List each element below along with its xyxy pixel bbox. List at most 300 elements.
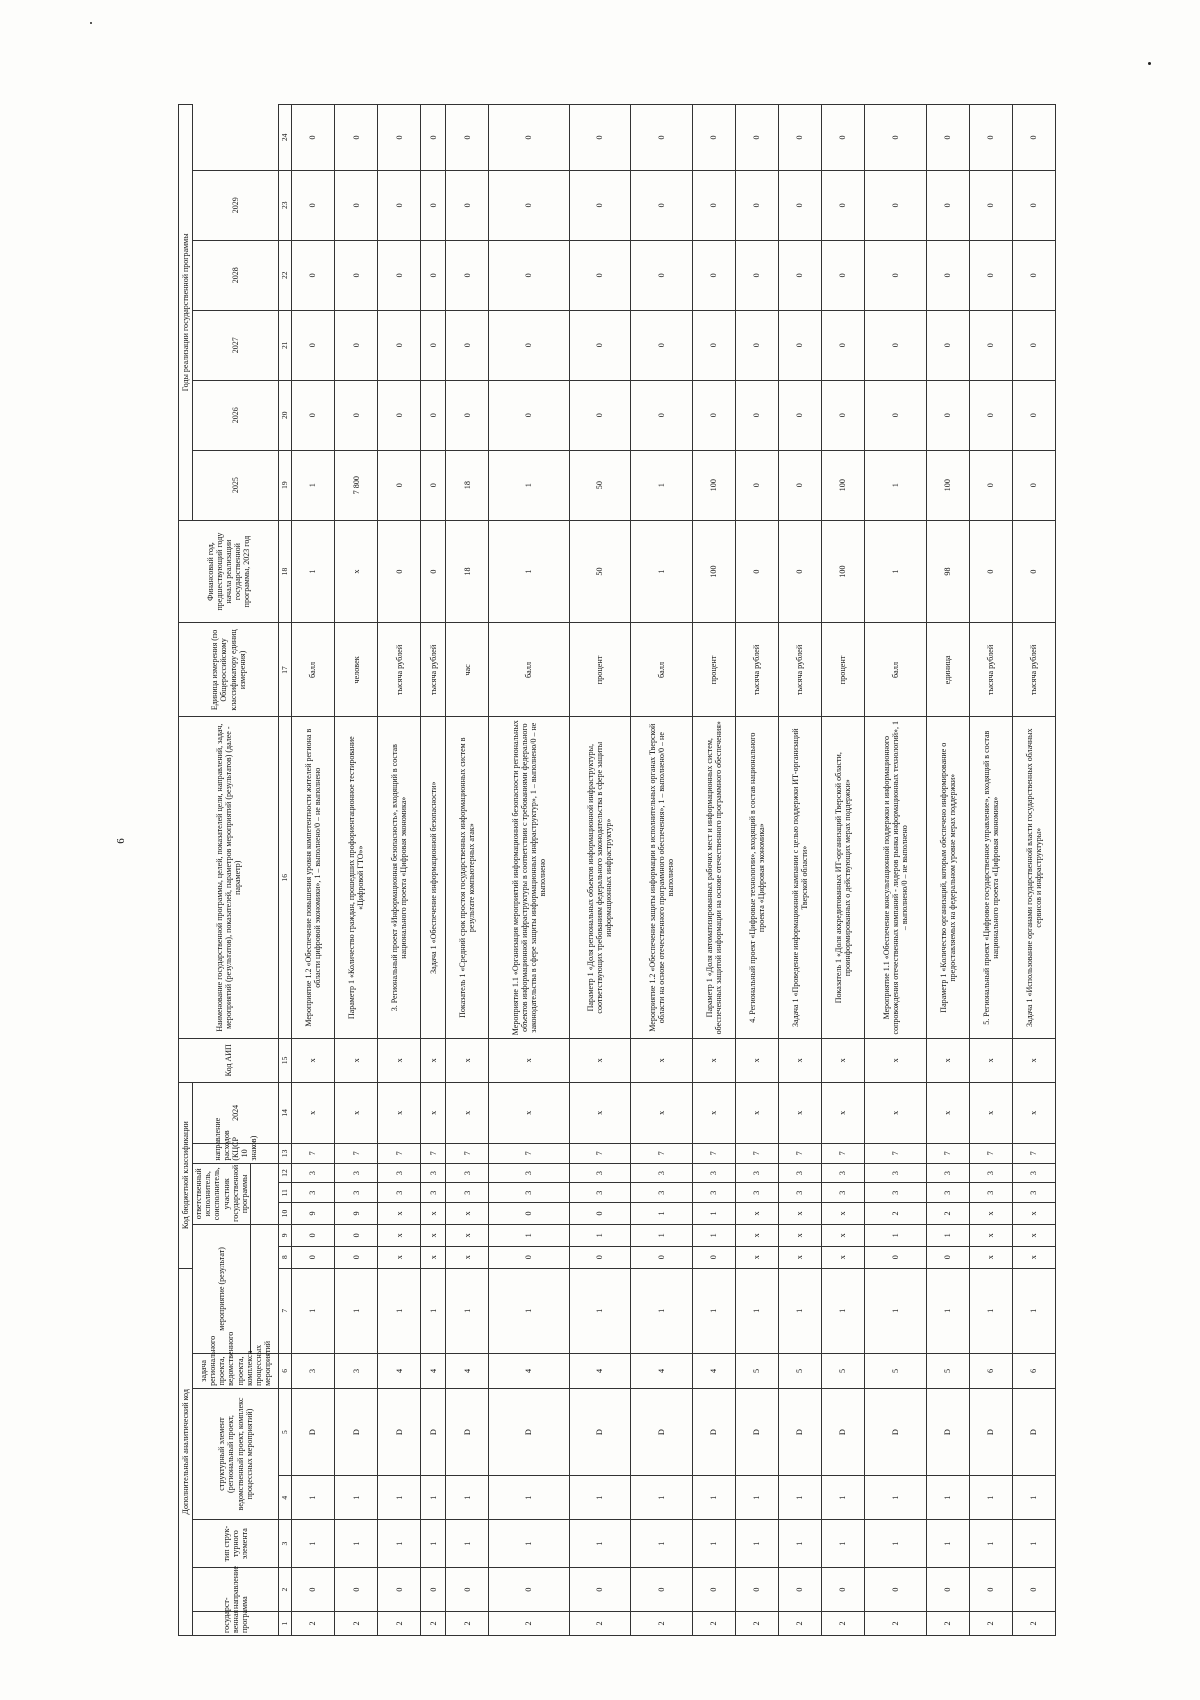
code-cell: 2 (631, 1611, 693, 1635)
code-cell: 1 (822, 1476, 865, 1520)
code-cell: x (421, 1203, 446, 1225)
year-value-cell: 0 (292, 170, 335, 240)
code-cell: x (569, 1038, 631, 1082)
direction-header: направление (193, 1568, 279, 1612)
code-cell: 1 (631, 1520, 693, 1568)
year-value-cell: 0 (335, 380, 378, 450)
aip-code-header: Код АИП (179, 1038, 279, 1082)
item-name-cell: Мероприятие 1.2 «Обеспечение защиты информации в исполнительных органах Тверской области на основе отечественного программного обеспечения», 1 – выполнено/0 – не выполнено (631, 717, 693, 1038)
code-cell: D (569, 1388, 631, 1475)
code-cell: 3 (778, 1183, 821, 1203)
item-name-cell: Мероприятие 1.1 «Организация мероприятий информационной безопасности региональных объектов информационной инфраструктуры в соответствии с требованиями федерального законодательства в сфере защиты информационных инфраструктур», 1 – выполнено/0 – не выполнено (489, 717, 569, 1038)
code-cell: x (735, 1224, 778, 1246)
code-cell: x (969, 1082, 1012, 1143)
code-cell: D (421, 1388, 446, 1475)
code-cell: x (692, 1038, 735, 1082)
code-cell: 0 (446, 1568, 489, 1612)
code-cell: 0 (489, 1203, 569, 1225)
code-cell: 0 (292, 1568, 335, 1612)
year-2025-header: 2025 (193, 450, 279, 520)
code-cell: 4 (378, 1353, 421, 1388)
code-cell: 2 (865, 1203, 927, 1225)
year-value-cell: 0 (822, 240, 865, 310)
code-cell: 1 (335, 1520, 378, 1568)
year-value-cell: 100 (822, 450, 865, 520)
table-row (778, 105, 821, 1636)
year-value-cell: 0 (446, 380, 489, 450)
code-cell: 3 (292, 1183, 335, 1203)
code-cell: 1 (335, 1476, 378, 1520)
code-cell: 1 (692, 1520, 735, 1568)
year-value-cell: 0 (421, 380, 446, 450)
code-cell: x (446, 1038, 489, 1082)
code-cell: 2 (1012, 1611, 1055, 1635)
year-value-cell: 0 (489, 170, 569, 240)
year-value-cell: 0 (865, 240, 927, 310)
base-year-header: Финансовый год, предшествующий году начала реализации государственной программы, 2023 год (179, 520, 279, 623)
year-value-cell: 0 (335, 240, 378, 310)
code-cell: 4 (446, 1353, 489, 1388)
unit-cell: единица (926, 623, 969, 717)
year-value-cell: 0 (569, 240, 631, 310)
code-cell: 3 (1012, 1163, 1055, 1183)
code-cell: 3 (335, 1353, 378, 1388)
code-cell: x (926, 1082, 969, 1143)
code-cell: 2 (335, 1611, 378, 1635)
item-name-cell: Задача 1 «Проведение информационной кампании с целью поддержки ИТ-организаций Тверской области» (778, 717, 821, 1038)
year-value-cell: 0 (631, 310, 693, 380)
year-value-cell: 0 (569, 380, 631, 450)
expense-direction-header: направление расходов (КЦСР 10 знаков) (193, 1144, 279, 1164)
code-cell: D (335, 1388, 378, 1475)
code-cell: 1 (569, 1268, 631, 1353)
base-year-cell: 0 (1012, 520, 1055, 623)
column-number: 12 (279, 1163, 292, 1183)
year-value-cell: 0 (446, 310, 489, 380)
year-value-cell: 0 (1012, 380, 1055, 450)
code-cell: 1 (926, 1268, 969, 1353)
code-cell: x (1012, 1246, 1055, 1268)
code-cell: 1 (1012, 1520, 1055, 1568)
column-number: 17 (279, 623, 292, 717)
year-value-cell: 0 (292, 380, 335, 450)
code-cell: x (378, 1224, 421, 1246)
code-cell: 1 (692, 1224, 735, 1246)
code-cell: x (489, 1082, 569, 1143)
column-number: 13 (279, 1144, 292, 1164)
base-year-cell: x (335, 520, 378, 623)
year-value-cell: 0 (421, 170, 446, 240)
code-cell: 4 (569, 1353, 631, 1388)
item-name-cell: 5. Региональный проект «Цифровое государственное управление», входящий в состав национального проекта «Цифровая экономика» (969, 717, 1012, 1038)
base-year-cell: 1 (631, 520, 693, 623)
code-cell: 1 (489, 1224, 569, 1246)
year-value-cell: 0 (926, 170, 969, 240)
code-cell: 2 (569, 1611, 631, 1635)
code-cell: 0 (692, 1246, 735, 1268)
code-cell: 2 (969, 1611, 1012, 1635)
code-cell: 0 (692, 1568, 735, 1612)
code-cell: 2 (292, 1611, 335, 1635)
code-cell: 7 (489, 1144, 569, 1164)
page-number: 6 (114, 838, 127, 844)
year-value-cell: 0 (1012, 170, 1055, 240)
table-row (631, 105, 693, 1636)
code-cell: 5 (822, 1353, 865, 1388)
year-value-cell: 0 (822, 380, 865, 450)
code-cell: 1 (926, 1224, 969, 1246)
code-cell: 7 (1012, 1144, 1055, 1164)
code-cell: D (865, 1388, 927, 1475)
code-cell: 2 (822, 1611, 865, 1635)
year-value-cell: 0 (378, 240, 421, 310)
code-cell: D (446, 1388, 489, 1475)
year-value-cell: 1 (489, 450, 569, 520)
code-cell: 3 (489, 1163, 569, 1183)
code-cell: 0 (335, 1246, 378, 1268)
code-cell: 0 (569, 1568, 631, 1612)
year-value-cell: 0 (421, 310, 446, 380)
year-value-cell: 0 (692, 170, 735, 240)
year-value-cell: 0 (778, 170, 821, 240)
code-cell: D (822, 1388, 865, 1475)
code-cell: 1 (489, 1476, 569, 1520)
unit-cell: тысяча рублей (735, 623, 778, 717)
year-value-cell: 0 (969, 240, 1012, 310)
column-number: 16 (279, 717, 292, 1038)
code-cell: 0 (335, 1568, 378, 1612)
code-cell: 2 (446, 1611, 489, 1635)
code-cell: 2 (378, 1611, 421, 1635)
year-value-cell: 0 (335, 310, 378, 380)
table-row (692, 105, 735, 1636)
rotated-page (178, 104, 1056, 1636)
code-cell: 1 (292, 1476, 335, 1520)
code-cell: 1 (378, 1520, 421, 1568)
code-cell: D (489, 1388, 569, 1475)
year-value-cell: 0 (631, 380, 693, 450)
code-cell: 2 (926, 1611, 969, 1635)
code-cell: 7 (292, 1144, 335, 1164)
column-number: 10 (279, 1203, 292, 1225)
base-year-cell: 0 (421, 520, 446, 623)
year-value-cell: 0 (692, 380, 735, 450)
year-value-cell: 0 (692, 105, 735, 171)
unit-cell: балл (292, 623, 335, 717)
code-cell: D (292, 1388, 335, 1475)
code-cell: 1 (335, 1268, 378, 1353)
column-number: 4 (279, 1476, 292, 1520)
code-cell: 7 (421, 1144, 446, 1164)
code-cell: 1 (1012, 1476, 1055, 1520)
year-value-cell: 0 (1012, 310, 1055, 380)
table-row (446, 105, 489, 1636)
code-cell: x (421, 1038, 446, 1082)
column-number: 9 (279, 1224, 292, 1246)
year-value-cell: 0 (692, 240, 735, 310)
unit-cell: тысяча рублей (969, 623, 1012, 717)
table-row (822, 105, 865, 1636)
unit-header: Единица измерения (по Общероссийскому классификатору единиц измерения) (179, 623, 279, 717)
year-value-cell: 0 (778, 310, 821, 380)
code-cell: 0 (1012, 1568, 1055, 1612)
year-value-cell: 0 (446, 170, 489, 240)
code-cell: 3 (631, 1163, 693, 1183)
scan-speck (90, 22, 92, 24)
column-number: 15 (279, 1038, 292, 1082)
base-year-cell: 1 (865, 520, 927, 623)
code-cell: 7 (969, 1144, 1012, 1164)
code-cell: 2 (778, 1611, 821, 1635)
code-cell: 1 (735, 1268, 778, 1353)
code-cell: x (335, 1038, 378, 1082)
code-cell: 7 (865, 1144, 927, 1164)
program-header: государст-венная программа (193, 1611, 279, 1635)
code-cell: x (822, 1038, 865, 1082)
code-cell: 7 (926, 1144, 969, 1164)
code-cell: 1 (865, 1224, 927, 1246)
code-cell: x (969, 1038, 1012, 1082)
code-cell: 3 (865, 1163, 927, 1183)
code-cell: 3 (631, 1183, 693, 1203)
item-name-cell: Мероприятие 1.1 «Обеспечение консультационной поддержки и информационного сопровождения отечественных компаний - лидеров рынка информационных технологий», 1 – выполнено/0 – не выполнено (865, 717, 927, 1038)
year-value-cell: 0 (969, 450, 1012, 520)
code-cell: 1 (569, 1476, 631, 1520)
code-cell: x (378, 1038, 421, 1082)
code-cell: 1 (446, 1520, 489, 1568)
year-value-cell: 0 (1012, 450, 1055, 520)
code-cell: 1 (778, 1476, 821, 1520)
code-cell: D (778, 1388, 821, 1475)
code-cell: 0 (489, 1246, 569, 1268)
unit-cell: балл (865, 623, 927, 717)
code-cell: 7 (822, 1144, 865, 1164)
base-year-cell: 18 (446, 520, 489, 623)
year-value-cell: 0 (378, 450, 421, 520)
code-cell: 4 (489, 1353, 569, 1388)
code-cell: x (378, 1246, 421, 1268)
code-cell: 6 (969, 1353, 1012, 1388)
code-cell: 3 (446, 1183, 489, 1203)
base-year-cell: 0 (778, 520, 821, 623)
year-2027-header: 2027 (193, 310, 279, 380)
column-number: 3 (279, 1520, 292, 1568)
code-cell: 7 (446, 1144, 489, 1164)
year-value-cell: 0 (969, 310, 1012, 380)
code-cell: 7 (735, 1144, 778, 1164)
code-cell: 3 (446, 1163, 489, 1183)
code-cell: 9 (292, 1203, 335, 1225)
code-cell: x (969, 1224, 1012, 1246)
year-value-cell: 0 (421, 240, 446, 310)
code-cell: x (446, 1246, 489, 1268)
code-cell: 5 (778, 1353, 821, 1388)
code-cell: 1 (822, 1268, 865, 1353)
code-cell: 1 (692, 1268, 735, 1353)
code-cell: 5 (865, 1353, 927, 1388)
group-years-header: Годы реализации государственной программы (179, 105, 193, 521)
unit-cell: час (446, 623, 489, 717)
code-cell: 0 (865, 1246, 927, 1268)
base-year-cell: 0 (969, 520, 1012, 623)
code-cell: 3 (569, 1183, 631, 1203)
code-cell: 1 (969, 1476, 1012, 1520)
code-cell: 3 (421, 1163, 446, 1183)
group-budget-code-header: Код бюджетной классификации (179, 1082, 193, 1268)
code-cell: 1 (421, 1268, 446, 1353)
year-value-cell: 50 (569, 450, 631, 520)
code-cell: D (692, 1388, 735, 1475)
column-number: 21 (279, 310, 292, 380)
unit-cell: тысяча рублей (378, 623, 421, 717)
year-value-cell: 0 (292, 310, 335, 380)
year-value-cell: 0 (1012, 105, 1055, 171)
code-cell: x (1012, 1203, 1055, 1225)
code-cell: 3 (292, 1353, 335, 1388)
code-cell: 1 (692, 1476, 735, 1520)
base-year-cell: 100 (692, 520, 735, 623)
code-cell: x (778, 1246, 821, 1268)
scan-speck (1148, 62, 1151, 65)
year-value-cell: 0 (446, 105, 489, 171)
code-cell: 1 (421, 1520, 446, 1568)
executor-subheader (251, 1163, 279, 1224)
table-row (1012, 105, 1055, 1636)
year-value-cell: 0 (378, 105, 421, 171)
code-cell: 1 (778, 1268, 821, 1353)
code-cell: 1 (926, 1520, 969, 1568)
code-cell: 1 (569, 1224, 631, 1246)
code-cell: 5 (735, 1353, 778, 1388)
year-value-cell: 0 (778, 240, 821, 310)
code-cell: 3 (335, 1183, 378, 1203)
year-2029-header: 2029 (193, 170, 279, 240)
column-number: 7 (279, 1268, 292, 1353)
code-cell: 7 (569, 1144, 631, 1164)
year-value-cell: 0 (569, 105, 631, 171)
item-name-cell: Показатель 1 «Средний срок простоя государственных информационных систем в результате компьютерных атак» (446, 717, 489, 1038)
code-cell: x (778, 1038, 821, 1082)
year-value-cell: 0 (865, 170, 927, 240)
year-value-cell: 0 (865, 105, 927, 171)
year-value-cell: 0 (335, 170, 378, 240)
code-cell: 1 (631, 1203, 693, 1225)
code-cell: 0 (778, 1568, 821, 1612)
code-cell: 4 (631, 1353, 693, 1388)
code-cell: x (378, 1082, 421, 1143)
code-cell: D (926, 1388, 969, 1475)
code-cell: 3 (735, 1183, 778, 1203)
base-year-cell: 98 (926, 520, 969, 623)
year-value-cell: 1 (292, 450, 335, 520)
unit-cell: тысяча рублей (421, 623, 446, 717)
code-cell: 7 (335, 1144, 378, 1164)
code-cell: x (822, 1224, 865, 1246)
unit-cell: процент (569, 623, 631, 717)
code-cell: 3 (778, 1163, 821, 1183)
code-cell: 0 (569, 1203, 631, 1225)
table-row (292, 105, 335, 1636)
code-cell: 1 (926, 1476, 969, 1520)
code-cell: 3 (692, 1183, 735, 1203)
column-number: 5 (279, 1388, 292, 1475)
code-cell: x (865, 1082, 927, 1143)
table-row (865, 105, 927, 1636)
code-cell: x (969, 1203, 1012, 1225)
year-value-cell: 0 (489, 240, 569, 310)
code-cell: 1 (569, 1520, 631, 1568)
base-year-cell: 0 (378, 520, 421, 623)
year-value-cell: 0 (865, 380, 927, 450)
year-value-cell: 0 (735, 380, 778, 450)
code-cell: 1 (822, 1520, 865, 1568)
year-value-cell: 0 (969, 380, 1012, 450)
item-name-cell: Задача 1 «Обеспечение информационной безопасности» (421, 717, 446, 1038)
code-cell: 0 (631, 1246, 693, 1268)
code-cell: 9 (335, 1203, 378, 1225)
code-cell: 0 (926, 1568, 969, 1612)
code-cell: 1 (865, 1476, 927, 1520)
code-cell: 1 (735, 1476, 778, 1520)
year-value-cell: 0 (969, 105, 1012, 171)
code-cell: 0 (865, 1568, 927, 1612)
code-cell: x (292, 1038, 335, 1082)
code-cell: 2 (489, 1611, 569, 1635)
code-cell: 1 (631, 1224, 693, 1246)
measure-header: мероприятие (результат) (193, 1224, 251, 1353)
unit-cell: процент (692, 623, 735, 717)
code-cell: 0 (292, 1246, 335, 1268)
code-cell: 3 (969, 1183, 1012, 1203)
code-cell: 1 (865, 1268, 927, 1353)
unit-cell: балл (631, 623, 693, 717)
code-cell: x (446, 1203, 489, 1225)
year-value-cell: 0 (735, 310, 778, 380)
code-cell: 3 (692, 1163, 735, 1183)
year-value-cell: 0 (292, 240, 335, 310)
code-cell: 2 (865, 1611, 927, 1635)
task-header: задача регионального проекта, ведомственного проекта, комплекса процессных мероприятий (193, 1353, 279, 1388)
code-cell: 3 (822, 1163, 865, 1183)
code-cell: 3 (926, 1183, 969, 1203)
code-cell: 0 (822, 1568, 865, 1612)
table-row (378, 105, 421, 1636)
year-value-cell: 0 (335, 105, 378, 171)
year-value-cell: 0 (569, 170, 631, 240)
code-cell: 2 (926, 1203, 969, 1225)
code-cell: 3 (378, 1163, 421, 1183)
code-cell: 0 (378, 1568, 421, 1612)
code-cell: 0 (489, 1568, 569, 1612)
year-value-cell: 0 (822, 105, 865, 171)
year-value-cell: 0 (778, 450, 821, 520)
struct-type-header: тип струк-турного элемента (193, 1520, 279, 1568)
year-value-cell: 0 (631, 105, 693, 171)
code-cell: x (421, 1082, 446, 1143)
code-cell: x (822, 1203, 865, 1225)
item-name-cell: 3. Региональный проект «Информационная безопасность», входящий в состав национального проекта «Цифровая экономика» (378, 717, 421, 1038)
year-value-cell: 0 (926, 105, 969, 171)
code-cell: x (822, 1082, 865, 1143)
code-cell: 1 (292, 1520, 335, 1568)
item-name-cell: Мероприятие 1.2 «Обеспечение повышения уровня компетентности жителей региона в области цифровой экономики», 1 – выполнено/0 – не выполнено (292, 717, 335, 1038)
code-cell: x (735, 1038, 778, 1082)
code-cell: D (378, 1388, 421, 1475)
code-cell: 3 (378, 1183, 421, 1203)
unit-cell: балл (489, 623, 569, 717)
code-cell: x (969, 1246, 1012, 1268)
code-cell: 2 (692, 1611, 735, 1635)
